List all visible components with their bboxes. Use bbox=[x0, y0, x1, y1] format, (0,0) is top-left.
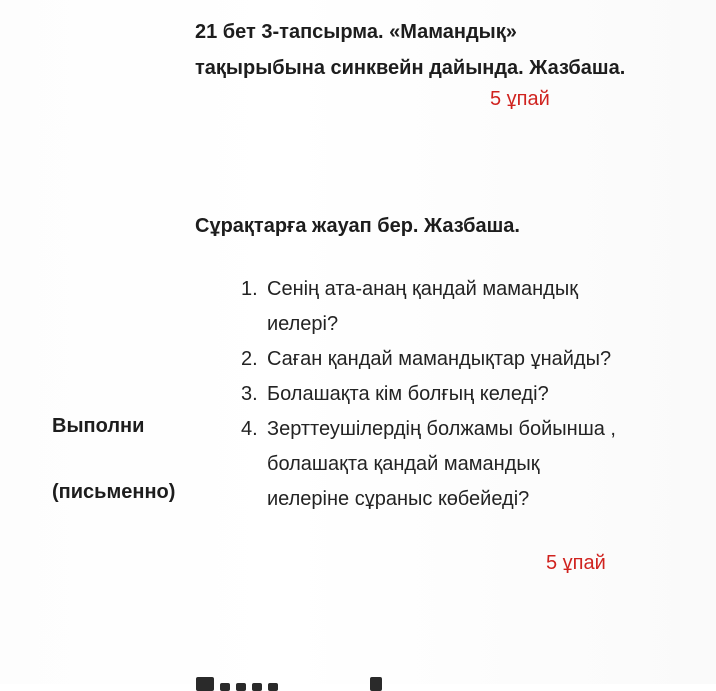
task-points: 5 ұпай bbox=[490, 88, 550, 110]
question-number: 2. bbox=[241, 348, 258, 370]
question-text-line: Саған қандай мамандықтар ұнайды? bbox=[267, 348, 612, 370]
question-text-line: Болашақта кім болғың келеді? bbox=[267, 383, 549, 405]
question-text-line: Зерттеушілердің болжамы бойынша , bbox=[267, 418, 616, 440]
questions-points: 5 ұпай bbox=[546, 552, 606, 574]
cut-off-text-fragment bbox=[196, 677, 396, 691]
question-item-3 bbox=[236, 377, 706, 412]
question-text-line: иелері? bbox=[267, 313, 339, 335]
question-number: 4. bbox=[241, 418, 258, 440]
task-heading bbox=[195, 14, 710, 86]
questions-list bbox=[236, 272, 706, 517]
questions-heading: Сұрақтарға жауап бер. Жазбаша. bbox=[195, 215, 520, 237]
task-heading-line-1: 21 бет 3-тапсырма. «Мамандық» bbox=[195, 21, 517, 43]
question-item-2 bbox=[236, 342, 706, 377]
side-note-mode: (письменно) bbox=[52, 481, 176, 503]
question-text-line: болашақта қандай мамандық bbox=[267, 453, 540, 475]
task-heading-line-2: тақырыбына синквейн дайында. Жазбаша. bbox=[195, 57, 626, 79]
question-text-line: Сенің ата-анаң қандай мамандық bbox=[267, 278, 578, 300]
question-item-1 bbox=[236, 272, 706, 342]
question-number: 1. bbox=[241, 278, 258, 300]
question-text-line: иелеріне сұраныс көбейеді? bbox=[267, 488, 530, 510]
side-note-instruction: Выполни bbox=[52, 415, 145, 437]
question-number: 3. bbox=[241, 383, 258, 405]
question-item-4 bbox=[236, 412, 706, 517]
